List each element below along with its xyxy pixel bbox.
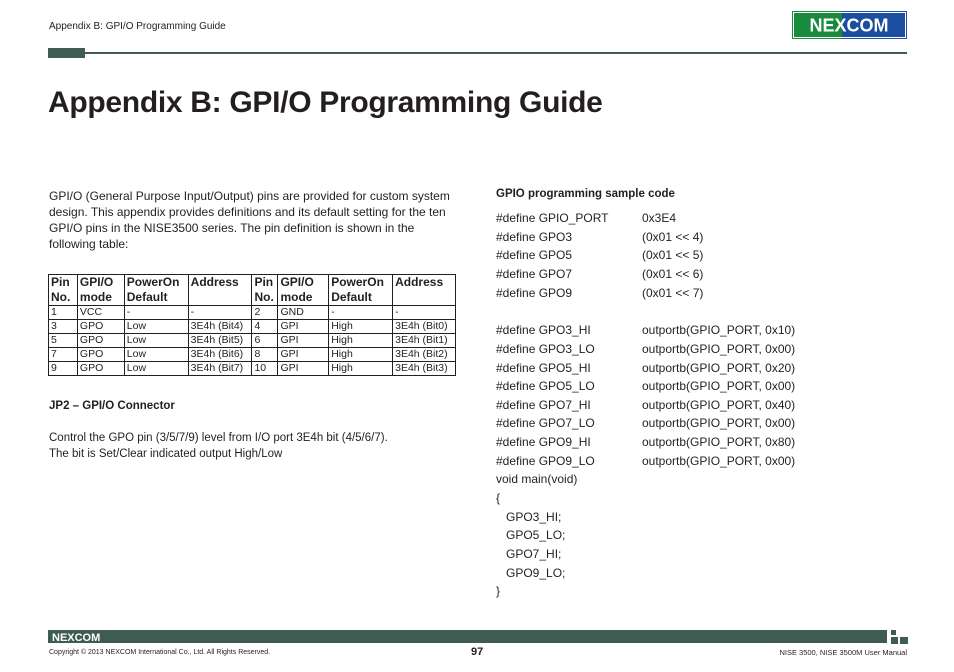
jp2-heading: JP2 – GPI/O Connector <box>49 400 175 412</box>
nexcom-logo <box>792 11 907 39</box>
code-line: void main(void) <box>496 472 578 486</box>
nexcom-logo-text: NEXCOM <box>809 15 889 36</box>
manual-title: NISE 3500, NISE 3500M User Manual <box>779 648 907 657</box>
table-cell: GPI <box>278 334 329 348</box>
table-cell: VCC <box>77 306 124 320</box>
table-cell: High <box>329 362 393 376</box>
intro-paragraph: GPI/O (General Purpose Input/Output) pins are provided for custom system design. This appendix provides definitions and its default setting for the ten GPI/O pins in the NISE3500 series. The pin definition is shown in the following table: <box>49 189 450 251</box>
table-cell: 7 <box>49 348 78 362</box>
table-cell: 1 <box>49 306 78 320</box>
table-header: GPI/O mode <box>278 275 329 306</box>
header-rule <box>85 52 907 54</box>
code-line: #define GPO9_HI <box>496 435 591 449</box>
code-line: #define GPO3_HI <box>496 323 591 337</box>
table-cell: 3E4h (Bit0) <box>393 320 456 334</box>
table-cell: High <box>329 348 393 362</box>
table-cell: GPO <box>77 334 124 348</box>
table-row <box>49 334 456 348</box>
table-cell: 3E4h (Bit6) <box>188 348 252 362</box>
code-line: #define GPO3_LO <box>496 342 595 356</box>
table-cell: Low <box>124 362 188 376</box>
running-header: Appendix B: GPI/O Programming Guide <box>49 21 226 32</box>
page-title: Appendix B: GPI/O Programming Guide <box>48 86 603 119</box>
footer-squares-icon <box>891 630 908 644</box>
table-cell: 3E4h (Bit1) <box>393 334 456 348</box>
table-cell: 3E4h (Bit5) <box>188 334 252 348</box>
table-cell: 9 <box>49 362 78 376</box>
code-line-value: outportb(GPIO_PORT, 0x10) <box>642 323 796 337</box>
table-row <box>49 306 456 320</box>
code-line-value: (0x01 << 4) <box>642 230 704 244</box>
table-cell: 3E4h (Bit2) <box>393 348 456 362</box>
table-cell: Low <box>124 348 188 362</box>
table-cell: GPI <box>278 362 329 376</box>
table-cell: 3E4h (Bit3) <box>393 362 456 376</box>
table-row <box>49 320 456 334</box>
jp2-description-line: Control the GPO pin (3/5/7/9) level from I/O port 3E4h bit (4/5/6/7). <box>49 432 388 444</box>
code-line-value: 0x3E4 <box>642 211 677 225</box>
code-line-value: (0x01 << 7) <box>642 286 704 300</box>
table-header: Pin No. <box>252 275 278 306</box>
code-line: #define GPO9 <box>496 286 573 300</box>
page-number: 97 <box>471 646 484 658</box>
footer-bar <box>48 630 887 643</box>
table-header: Address <box>188 275 252 306</box>
code-line: { <box>496 491 501 505</box>
table-cell: 10 <box>252 362 278 376</box>
gpio-pin-table <box>48 274 456 376</box>
table-cell: - <box>329 306 393 320</box>
table-cell: High <box>329 334 393 348</box>
table-cell: 4 <box>252 320 278 334</box>
table-cell: GPO <box>77 348 124 362</box>
copyright-notice: Copyright © 2013 NEXCOM International Co., Ltd. All Rights Reserved. <box>49 649 271 656</box>
table-header: Pin No. <box>49 275 78 306</box>
table-cell: 8 <box>252 348 278 362</box>
code-line: #define GPO7 <box>496 267 573 281</box>
table-cell: 3E4h (Bit4) <box>188 320 252 334</box>
code-line-value: outportb(GPIO_PORT, 0x00) <box>642 416 796 430</box>
code-line: GPO3_HI; <box>496 510 562 524</box>
table-cell: High <box>329 320 393 334</box>
table-cell: GPI <box>278 348 329 362</box>
table-cell: 2 <box>252 306 278 320</box>
table-cell: 6 <box>252 334 278 348</box>
code-line: #define GPO7_HI <box>496 398 591 412</box>
code-heading: GPIO programming sample code <box>496 188 675 200</box>
jp2-description-line: The bit is Set/Clear indicated output High/Low <box>49 448 283 460</box>
code-line-value: outportb(GPIO_PORT, 0x00) <box>642 342 796 356</box>
code-line: #define GPO5 <box>496 248 573 262</box>
table-cell: - <box>124 306 188 320</box>
table-cell: Low <box>124 334 188 348</box>
table-cell: Low <box>124 320 188 334</box>
table-cell: - <box>188 306 252 320</box>
table-cell: - <box>393 306 456 320</box>
code-line-value: outportb(GPIO_PORT, 0x80) <box>642 435 796 449</box>
code-line: #define GPO5_HI <box>496 361 591 375</box>
table-row <box>49 362 456 376</box>
code-line: #define GPO5_LO <box>496 379 595 393</box>
code-line-value: outportb(GPIO_PORT, 0x00) <box>642 454 796 468</box>
nexcom-footer-logo-text: NEXCOM <box>52 632 101 642</box>
table-cell: GPI <box>278 320 329 334</box>
table-header-row <box>49 275 456 306</box>
table-cell: GND <box>278 306 329 320</box>
table-cell: GPO <box>77 362 124 376</box>
table-row <box>49 348 456 362</box>
table-cell: 3E4h (Bit7) <box>188 362 252 376</box>
code-line: GPO9_LO; <box>496 566 566 580</box>
code-line: #define GPO7_LO <box>496 416 595 430</box>
code-line-value: (0x01 << 5) <box>642 248 704 262</box>
table-cell: 5 <box>49 334 78 348</box>
code-line: GPO5_LO; <box>496 528 566 542</box>
table-header: Address <box>393 275 456 306</box>
nexcom-footer-logo <box>52 631 110 642</box>
code-line: #define GPO9_LO <box>496 454 595 468</box>
table-cell: GPO <box>77 320 124 334</box>
code-line: #define GPO3 <box>496 230 573 244</box>
code-line-value: outportb(GPIO_PORT, 0x40) <box>642 398 796 412</box>
code-line-value: outportb(GPIO_PORT, 0x00) <box>642 379 796 393</box>
table-header: GPI/O mode <box>77 275 124 306</box>
code-line: } <box>496 584 501 598</box>
table-cell: 3 <box>49 320 78 334</box>
code-line: GPO7_HI; <box>496 547 562 561</box>
code-line-value: (0x01 << 6) <box>642 267 704 281</box>
table-header: PowerOn Default <box>124 275 188 306</box>
table-header: PowerOn Default <box>329 275 393 306</box>
code-line-value: outportb(GPIO_PORT, 0x20) <box>642 361 796 375</box>
code-line: #define GPIO_PORT <box>496 211 609 225</box>
jp2-description <box>49 430 469 462</box>
header-rule-accent <box>48 48 85 58</box>
